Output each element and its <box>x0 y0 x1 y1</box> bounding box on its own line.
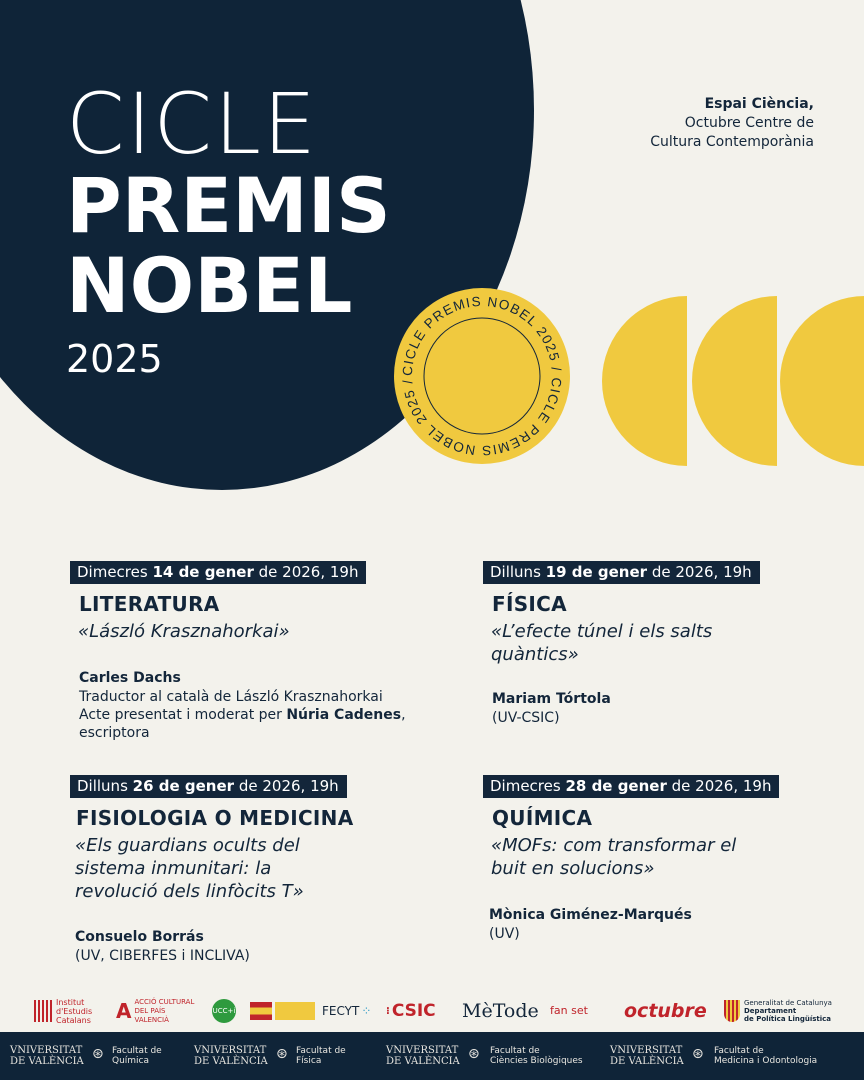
event-talk-title: «Els guardians ocults del sistema inmunitari: la revolució dels linfòcits T» <box>75 835 304 902</box>
event-category: LITERATURA <box>79 592 220 616</box>
iec-icon <box>34 1000 52 1022</box>
uv-logo: VNIVERSITAT DE VALÈNCIA <box>386 1045 460 1067</box>
uv-logo: VNIVERSITAT DE VALÈNCIA <box>194 1045 268 1067</box>
event-talk-title: «László Krasznahorkai» <box>78 621 290 642</box>
generalitat-logo: Generalitat de Catalunya Departament de Política Lingüística <box>724 996 834 1026</box>
venue-name: Espai Ciència, <box>704 96 814 112</box>
event-speaker-role: (UV) <box>489 926 520 942</box>
venue-block <box>650 95 814 152</box>
event-category: FÍSICA <box>492 592 567 616</box>
event-speaker: Carles Dachs <box>79 670 181 686</box>
biology-faculty-icon: ⊛ <box>468 1046 480 1062</box>
event-talk-title: «MOFs: com transformar el buit en solucions» <box>491 835 737 879</box>
ministerio-bar-icon <box>275 1002 315 1020</box>
badge-ring-text: CICLE PREMIS NOBEL 2025 / CICLE PREMIS NOBEL 2025 / <box>399 293 565 459</box>
event-speaker: Consuelo Borrás <box>75 929 204 945</box>
event-fisica <box>483 561 843 727</box>
event-date: Dilluns 26 de gener de 2026, 19h <box>70 775 347 798</box>
yellow-half-circle-3 <box>780 296 864 466</box>
fecyt-logo: FECYT ⁘ <box>322 1004 372 1018</box>
chemistry-faculty-icon: ⊛ <box>92 1046 104 1062</box>
faculty-quimica: Facultat de Química <box>112 1046 162 1066</box>
event-speaker-role: Traductor al català de László Krasznahorkai Acte presentat i moderat per Núria Cadenes, escriptora <box>79 689 406 741</box>
uv-logo: VNIVERSITAT DE VALÈNCIA <box>610 1045 684 1067</box>
event-fisiologia-medicina <box>70 775 430 965</box>
fecyt-dots-icon: ⁘ <box>361 1004 372 1018</box>
footer-university-bar <box>0 1032 864 1080</box>
event-category: QUÍMICA <box>492 806 593 830</box>
ministerio-logo <box>250 996 320 1026</box>
sponsor-logos <box>30 996 840 1028</box>
event-talk-title: «L’efecte túnel i els salts quàntics» <box>491 621 713 665</box>
metode-logo: MèTode <box>462 1000 539 1022</box>
ucc-logo: UCC+i <box>212 996 238 1026</box>
event-date: Dimecres 28 de gener de 2026, 19h <box>483 775 779 798</box>
event-date: Dilluns 19 de gener de 2026, 19h <box>483 561 760 584</box>
csic-dots-icon: ⁝ <box>386 1005 390 1017</box>
event-category: FISIOLOGIA O MEDICINA <box>76 806 354 830</box>
fanset-logo: fan set <box>550 1004 588 1017</box>
acpv-icon: A <box>116 999 132 1023</box>
title-year: 2025 <box>66 337 163 381</box>
event-speaker-role: (UV, CIBERFES i INCLIVA) <box>75 948 250 964</box>
event-speaker: Mònica Giménez-Marqués <box>489 907 692 923</box>
spain-flag-icon <box>250 1002 272 1020</box>
title-line-nobel: NOBEL <box>66 241 353 330</box>
generalitat-shield-icon <box>724 1000 740 1022</box>
faculty-ciencies-biologiques: Facultat de Ciències Biològiques <box>490 1046 583 1066</box>
event-quimica <box>483 775 843 943</box>
venue-line3: Cultura Contemporània <box>650 134 814 150</box>
event-speaker: Mariam Tórtola <box>492 691 611 707</box>
yellow-badge <box>388 282 576 470</box>
octubre-logo: octubre <box>624 1000 707 1022</box>
faculty-medicina-odontologia: Facultat de Medicina i Odontologia <box>714 1046 818 1066</box>
iec-logo: Institut d'Estudis Catalans <box>34 996 104 1026</box>
title-line-cicle: CICLE <box>66 75 318 173</box>
acpv-logo: A ACCIÓ CULTURAL DEL PAÍS VALENCIÀ <box>116 997 195 1024</box>
uv-logo: VNIVERSITAT DE VALÈNCIA <box>10 1045 84 1067</box>
event-literatura <box>70 561 430 742</box>
event-date: Dimecres 14 de gener de 2026, 19h <box>70 561 366 584</box>
csic-logo: ⁝ CSIC <box>386 1001 436 1021</box>
venue-line2: Octubre Centre de <box>684 115 814 131</box>
title-line-premis: PREMIS <box>66 161 391 250</box>
event-speaker-role: (UV-CSIC) <box>492 710 560 726</box>
medicine-faculty-icon: ⊛ <box>692 1046 704 1062</box>
physics-faculty-icon: ⊛ <box>276 1046 288 1062</box>
faculty-fisica: Facultat de Física <box>296 1046 346 1066</box>
